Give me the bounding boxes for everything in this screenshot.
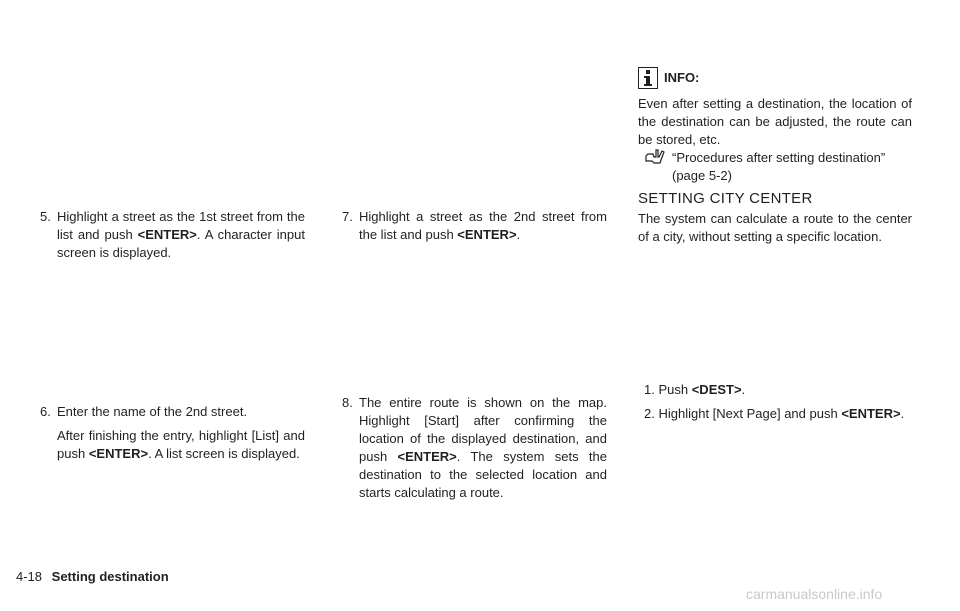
section-heading: SETTING CITY CENTER <box>638 190 813 207</box>
step-number: 1. <box>644 382 655 397</box>
step-text <box>359 208 607 244</box>
step-7 <box>342 208 607 244</box>
city-step-list <box>644 381 929 423</box>
info-text: Even after setting a destination, the location of the destination can be adjusted, the route can be stored, etc. <box>638 96 912 147</box>
enter-key: <ENTER> <box>88 446 149 461</box>
step-8 <box>342 394 607 502</box>
step-text-a: Push <box>658 382 692 397</box>
step-text: Enter the name of the 2nd street. <box>57 404 248 419</box>
enter-key: <ENTER> <box>841 406 901 421</box>
step-text-b: . <box>900 406 905 421</box>
step-text-a: Highlight [Next Page] and push <box>658 406 842 421</box>
step-text <box>359 394 607 502</box>
info-glyph <box>643 70 653 86</box>
enter-key: <ENTER> <box>457 227 517 242</box>
step-text-a: Highlight a street as the 1st street from the list and push <box>57 209 305 242</box>
info-label: INFO: <box>664 70 700 85</box>
step-paragraph <box>57 427 305 463</box>
enter-key: <ENTER> <box>137 227 197 242</box>
section-name: Setting destination <box>51 569 169 584</box>
step-text-b: . <box>516 227 521 242</box>
info-header <box>638 67 912 89</box>
step-number: 8. <box>342 395 353 410</box>
dest-key: <DEST> <box>691 382 742 397</box>
section-intro: The system can calculate a route to the center of a city, without setting a specific location. <box>638 211 912 244</box>
city-step-2 <box>644 405 929 423</box>
page-footer <box>16 568 169 586</box>
page-number: 4-18 <box>16 569 43 584</box>
step-text-a: Highlight a street as the 2nd street from the list and push <box>359 209 607 242</box>
reference-text: “Procedures after setting destination” (page 5-2) <box>672 150 886 183</box>
city-step-1 <box>644 381 929 399</box>
step-number: 6. <box>40 404 51 419</box>
enter-key: <ENTER> <box>397 449 457 464</box>
step-number: 7. <box>342 209 353 224</box>
step-para-a: After finishing the entry, highlight [List] and push <box>57 428 305 461</box>
reference-hand-icon <box>644 149 666 170</box>
step-number: 2. <box>644 406 655 421</box>
step-5 <box>40 208 305 262</box>
step-6 <box>40 403 305 463</box>
step-text-b: . <box>741 382 746 397</box>
info-block <box>638 67 912 185</box>
watermark: carmanualsonline.info <box>746 586 883 602</box>
step-text-a: The entire route is shown on the map. Highlight [Start] after confirming the location of the displayed destination, and push <box>359 395 607 464</box>
info-icon <box>638 67 658 89</box>
step-text-b: . The system sets the destination to the selected location and starts calculating a route. <box>359 449 607 500</box>
step-number: 5. <box>40 209 51 224</box>
cross-reference <box>638 149 912 185</box>
step-text-b: . A character input screen is displayed. <box>57 227 305 260</box>
step-para-b: . A list screen is displayed. <box>148 446 300 461</box>
step-text <box>57 208 305 262</box>
